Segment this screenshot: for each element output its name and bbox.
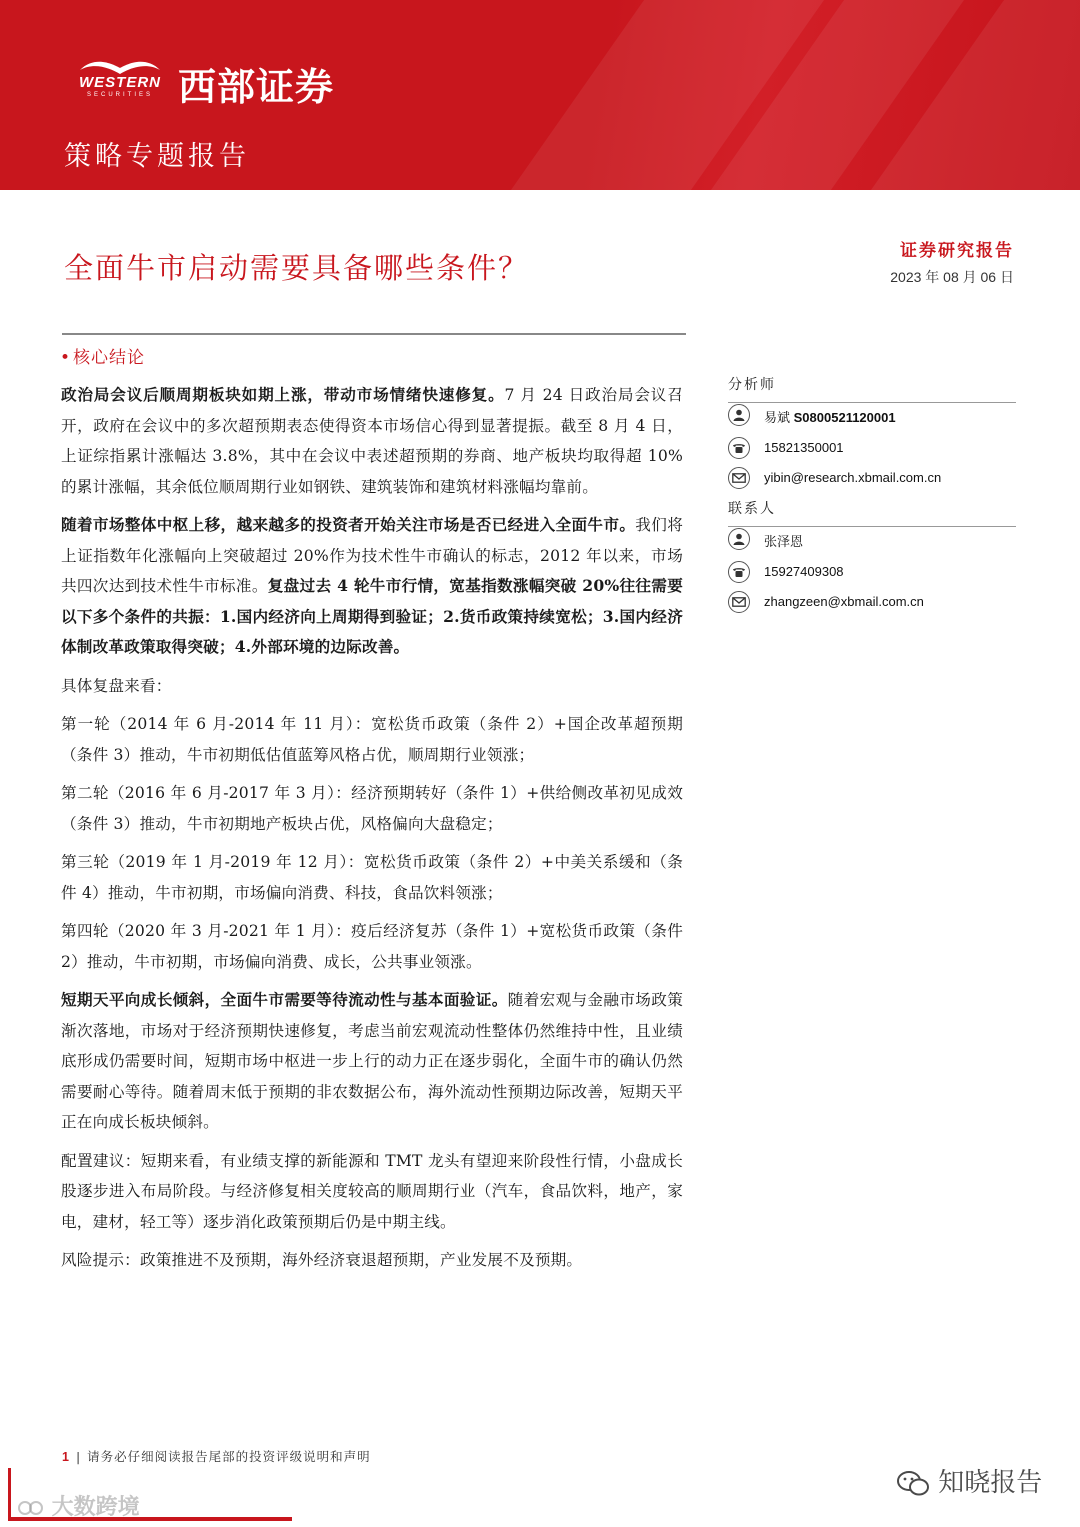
analyst-phone[interactable]: 15821350001	[764, 440, 844, 455]
contact-phone[interactable]: 15927409308	[764, 564, 844, 579]
paragraph	[61, 380, 683, 502]
analyst-email-row	[728, 467, 1016, 491]
wechat-icon	[896, 1470, 930, 1498]
section-divider	[62, 333, 686, 335]
contact-divider	[728, 526, 1016, 527]
watermark-left	[18, 1490, 140, 1521]
analyst-name-row	[728, 404, 1016, 428]
paragraph-text: 7 月 24 日政治局会议召开，政府在会议中的多次超预期表态使得资本市场信心得到显著提振。截至 8 月 4 日，上证综指累计涨幅达 3.8%，其中在会议中表述超预期的券商、地产板块均取得超 10%的累计涨幅，其余低位顺周期行业如钢铁、建筑装饰和建筑材料涨幅均靠前。	[61, 386, 684, 496]
analyst-email[interactable]: yibin@research.xbmail.com.cn	[764, 470, 942, 485]
contact-name-row	[728, 528, 1016, 552]
paragraph: 第一轮（2014 年 6 月-2014 年 11 月）：宽松货币政策（条件 2）+国企改革超预期（条件 3）推动，牛市初期低估值蓝筹风格占优，顺周期行业领涨；	[61, 715, 683, 764]
watermark-right	[896, 1462, 1042, 1499]
paragraph-emphasis: 复盘过去 4 轮牛市行情，宽基指数涨幅突破 20%往往需要以下多个条件的共振：1.国内经济向上周期得到验证；2.货币政策持续宽松；3.国内经济体制改革政策取得突破；4.外部环境的边际改善。	[61, 576, 683, 656]
paragraph: 第二轮（2016 年 6 月-2017 年 3 月）：经济预期转好（条件 1）+供给侧改革初见成效（条件 3）推动，牛市初期地产板块占优，风格偏向大盘稳定；	[61, 784, 683, 833]
brand-name-en-sub: SECURITIES	[86, 92, 153, 98]
section-bullet: •	[60, 348, 72, 368]
paragraph: 第四轮（2020 年 3 月-2021 年 1 月）：疫后经济复苏（条件 1）+宽松货币政策（条件 2）推动，牛市初期，市场偏向消费、成长，公共事业领涨。	[61, 922, 683, 971]
contact-email[interactable]: zhangzeen@xbmail.com.cn	[764, 594, 924, 609]
document-class: 证券研究报告	[900, 241, 1014, 261]
contact-email-row	[728, 591, 1016, 615]
report-title: 全面牛市启动需要具备哪些条件？	[64, 251, 530, 285]
footer-disclaimer: 请务必仔细阅读报告尾部的投资评级说明和声明	[87, 1449, 371, 1464]
analyst-phone-row	[728, 437, 1016, 461]
header-banner	[0, 0, 1080, 190]
person-icon	[728, 528, 750, 550]
watermark-left-text: 大数跨境	[51, 1495, 140, 1520]
analyst-cert-no: S0800521120001	[793, 410, 896, 425]
paragraph: 风险提示：政策推进不及预期，海外经济衰退超预期，产业发展不及预期。	[61, 1251, 583, 1269]
person-icon	[728, 404, 750, 426]
paragraph: 配置建议：短期来看，有业绩支撑的新能源和 TMT 龙头有望迎来阶段性行情，小盘成长股逐步进入布局阶段。与经济修复相关度较高的顺周期行业（汽车，食品饮料，地产，家电，建材，轻工等）逐步消化政策预期后仍是中期主线。	[61, 1151, 683, 1231]
email-icon	[728, 591, 750, 613]
email-icon	[728, 467, 750, 489]
analyst-panel	[728, 374, 1016, 490]
paragraph	[61, 510, 683, 663]
watermark-logo-icon	[18, 1499, 44, 1517]
phone-icon	[728, 561, 750, 583]
footer-separator: |	[75, 1449, 82, 1464]
paragraph-text: 随着宏观与金融市场政策渐次落地，市场对于经济预期快速修复，考虑当前宏观流动性整体仍然维持中性，且业绩底形成仍需要时间，短期市场中枢进一步上行的动力正在逐步弱化，全面牛市的确认仍然需要耐心等待。随着周末低于预期的非农数据公布，海外流动性预期边际改善，短期天平正在向成长板块倾斜。	[61, 991, 683, 1131]
watermark-right-text: 知晓报告	[938, 1468, 1043, 1498]
page-footer	[62, 1447, 371, 1465]
section-label-text: 核心结论	[73, 348, 146, 368]
page-number: 1	[62, 1450, 70, 1464]
paragraph: 第三轮（2019 年 1 月-2019 年 12 月）：宽松货币政策（条件 2）+中美关系缓和（条件 4）推动，牛市初期，市场偏向消费、科技，食品饮料领涨；	[61, 853, 683, 902]
analyst-name: 易斌	[764, 411, 791, 426]
paragraph-lead: 随着市场整体中枢上移，越来越多的投资者开始关注市场是否已经进入全面牛市。	[61, 515, 636, 534]
paragraph-lead: 短期天平向成长倾斜，全面牛市需要等待流动性与基本面验证。	[61, 990, 508, 1009]
contact-heading: 联系人	[728, 501, 776, 517]
paragraph	[61, 985, 683, 1138]
phone-icon	[728, 437, 750, 459]
report-type: 策略专题报告	[64, 141, 250, 172]
paragraph: 具体复盘来看：	[61, 676, 172, 695]
brand-name-en: WESTERN	[79, 74, 161, 91]
report-body	[61, 380, 683, 1284]
section-label	[60, 343, 145, 368]
analyst-divider	[728, 402, 1016, 403]
paragraph-lead: 政治局会议后顺周期板块如期上涨，带动市场情绪快速修复。	[61, 385, 505, 404]
paragraph-text: 我们将上证指数年化涨幅向上突破超过 20%作为技术性牛市确认的标志，2012 年以来，市场共四次达到技术性牛市标准。	[61, 516, 683, 595]
document-date: 2023 年 08 月 06 日	[890, 269, 1014, 285]
contact-phone-row	[728, 561, 1016, 585]
contact-panel	[728, 498, 1016, 618]
contact-name: 张泽恩	[764, 534, 804, 549]
footer-accent-vertical	[8, 1468, 11, 1521]
analyst-heading: 分析师	[728, 377, 776, 393]
brand-name-cn: 西部证券	[178, 65, 335, 109]
